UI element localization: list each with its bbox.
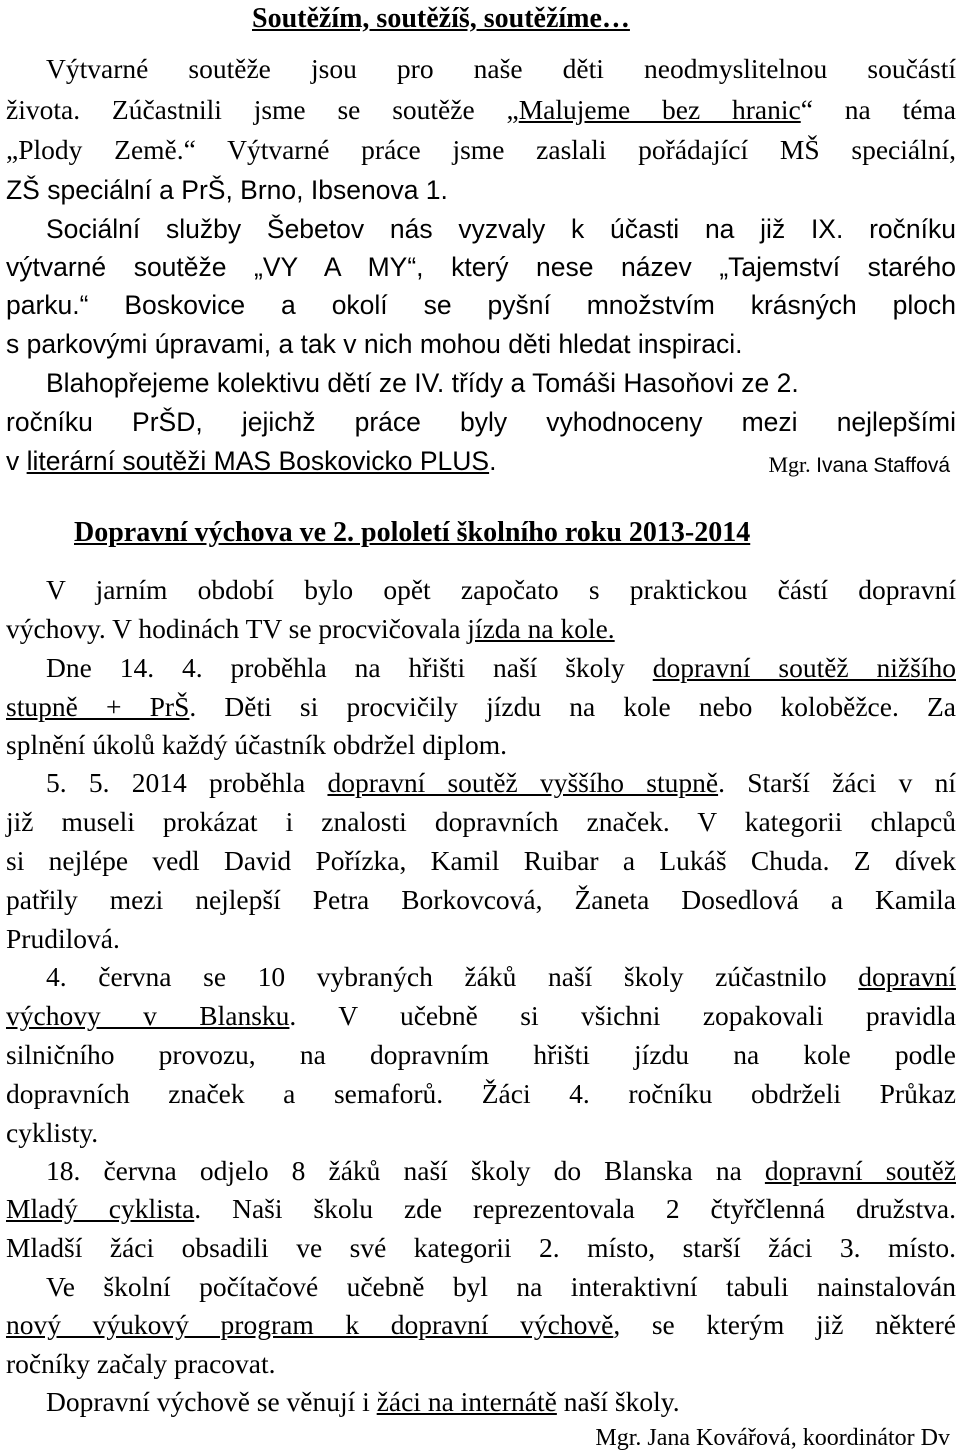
article1-line-1: Výtvarné soutěže jsou pro naše děti neodmyslitelnou součástí bbox=[46, 53, 956, 84]
article2-line-1: V jarním období bylo opět započato s praktickou částí dopravní bbox=[46, 574, 956, 605]
article2-line-20: nový výukový program k dopravní výchově, se kterým již některé bbox=[6, 1309, 956, 1340]
article2-line-4: stupně + PrŠ. Děti si procvičily jízdu na kole nebo koloběžce. Za bbox=[6, 691, 956, 722]
article1-line-9: Blahopřejeme kolektivu dětí ze IV. třídy a Tomáši Hasoňovi ze 2. bbox=[46, 368, 799, 398]
article2-line-9: patřily mezi nejlepší Petra Borkovcová, Žaneta Dosedlová a Kamila bbox=[6, 884, 956, 915]
article1-line-10: ročníku PrŠD, jejichž práce byly vyhodnoceny mezi nejlepšími bbox=[6, 407, 956, 437]
article2-line-15: cyklisty. bbox=[6, 1117, 99, 1148]
article2-line-22: Dopravní výchově se věnují i žáci na internátě naší školy. bbox=[46, 1386, 680, 1417]
article2-line-21: ročníky začaly pracovat. bbox=[6, 1348, 276, 1379]
article2-line-7: již museli prokázat i znalosti dopravních značek. V kategorii chlapců bbox=[6, 806, 956, 837]
article1-line-3: „Plody Země.“ Výtvarné práce jsme zaslali pořádající MŠ speciální, bbox=[6, 134, 956, 165]
article2-title: Dopravní výchova ve 2. pololetí školního roku 2013-2014 bbox=[74, 517, 751, 548]
article2-line-8: si nejlépe vedl David Pořízka, Kamil Ruibar a Lukáš Chuda. Z dívek bbox=[6, 845, 956, 876]
article1-line-2: života. Zúčastnili jsme se soutěže „Malujeme bez hranic“ na téma bbox=[6, 94, 956, 125]
article1-line-7: parku.“ Boskovice a okolí se pyšní množstvím krásných ploch bbox=[6, 290, 956, 320]
blansko-training-link-cont: výchovy v Blansku bbox=[6, 1000, 290, 1031]
literary-contest-link: literární soutěži MAS Boskovicko PLUS bbox=[26, 446, 490, 476]
boarding-students-link: žáci na internátě bbox=[376, 1386, 557, 1417]
article2-line-12: výchovy v Blansku. V učebně si všichni zopakovali pravidla bbox=[6, 1000, 956, 1031]
article2-line-6: 5. 5. 2014 proběhla dopravní soutěž vyššího stupně. Starší žáci v ní bbox=[46, 767, 956, 798]
article1-line-5: Sociální služby Šebetov nás vyzvaly k účasti na již IX. ročníku bbox=[46, 214, 956, 244]
article2-line-2: výchovy. V hodinách TV se procvičovala jízda na kole. bbox=[6, 613, 615, 644]
article2-line-13: silničního provozu, na dopravním hřišti jízdu na kole podle bbox=[6, 1039, 956, 1070]
article2-line-16: 18. června odjelo 8 žáků naší školy do Blanska na dopravní soutěž bbox=[46, 1155, 956, 1186]
article2-line-18: Mladší žáci obsadili ve své kategorii 2. místo, starší žáci 3. místo. bbox=[6, 1232, 956, 1263]
article2-line-5: splnění úkolů každý účastník obdržel diplom. bbox=[6, 729, 508, 760]
bike-riding-link: jízda na kole. bbox=[467, 613, 615, 644]
lower-grade-contest-link-cont: stupně + PrŠ bbox=[6, 691, 190, 722]
article1-line-8: s parkovými úpravami, a tak v nich mohou děti hledat inspiraci. bbox=[6, 329, 743, 359]
young-cyclist-contest-link-cont: Mladý cyklista bbox=[6, 1193, 195, 1224]
lower-grade-contest-link: dopravní soutěž nižšího bbox=[652, 652, 956, 683]
article2-line-11: 4. června se 10 vybraných žáků naší školy zúčastnilo dopravní bbox=[46, 961, 956, 992]
article1-line-6: výtvarné soutěže „VY A MY“, který nese název „Tajemství starého bbox=[6, 252, 956, 282]
new-program-link: nový výukový program k dopravní výchově bbox=[6, 1309, 614, 1340]
article2-line-3: Dne 14. 4. proběhla na hřišti naší školy dopravní soutěž nižšího bbox=[46, 652, 956, 683]
article2-signature: Mgr. Jana Kovářová, koordinátor Dv bbox=[595, 1425, 950, 1451]
article2-line-17: Mladý cyklista. Naši školu zde reprezentovala 2 čtyřčlenná družstva. bbox=[6, 1193, 956, 1224]
article2-line-10: Prudilová. bbox=[6, 923, 120, 954]
article2-line-19: Ve školní počítačové učebně byl na interaktivní tabuli nainstalován bbox=[46, 1271, 956, 1302]
article1-line-4: ZŠ speciální a PrŠ, Brno, Ibsenova 1. bbox=[6, 175, 448, 205]
blansko-training-link: dopravní bbox=[858, 961, 956, 992]
article1-line-11: v literární soutěži MAS Boskovicko PLUS. bbox=[6, 446, 497, 476]
article1-signature: Mgr. Ivana Staffová bbox=[768, 452, 950, 477]
article1-title: Soutěžím, soutěžíš, soutěžíme… bbox=[252, 3, 630, 34]
article2-line-14: dopravních značek a semaforů. Žáci 4. ročníku obdrželi Průkaz bbox=[6, 1078, 956, 1109]
contest-name-link: Malujeme bez hranic bbox=[518, 94, 801, 125]
upper-grade-contest-link: dopravní soutěž vyššího stupně bbox=[327, 767, 719, 798]
young-cyclist-contest-link: dopravní soutěž bbox=[764, 1155, 956, 1186]
